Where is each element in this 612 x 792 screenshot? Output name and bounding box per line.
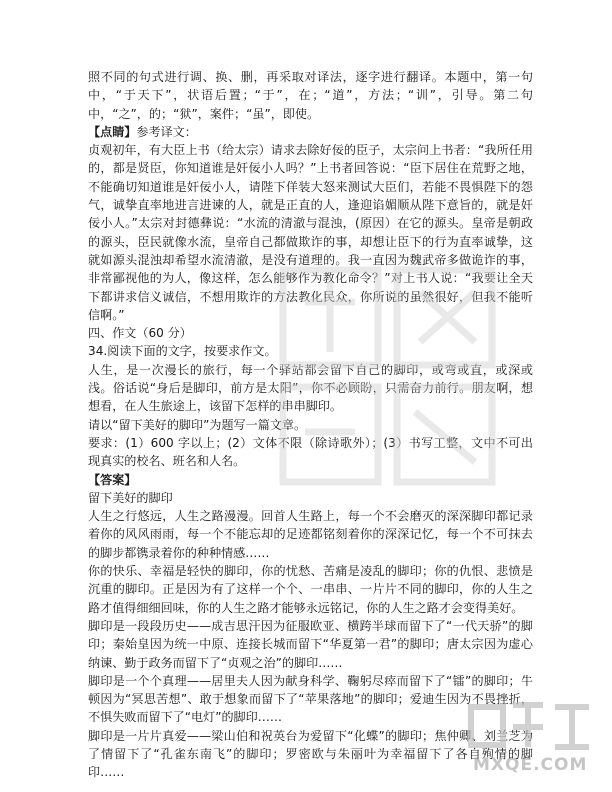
essay-title: 留下美好的脚印 xyxy=(88,490,173,505)
essay-paragraph-emotions: 你的快乐、幸福是轻快的脚印，你的忧愁、苦痛是凌乱的脚印；你的仇恨、悲愤是沉重的脚印。正是因为有了这样一个个、一串串、一片片不同的脚印，你的人生之路才值得细细回味，你的人生之路才能够永远铭记，你的人生之路才会变得美好。 xyxy=(88,564,533,615)
key-point-heading xyxy=(88,123,533,141)
essay-material-paragraph: 人生，是一次漫长的旅行，每一个驿站都会留下自己的脚印，或弯或直，或深或浅。俗话说“身后是脚印，前方是太阳”，你不必顾盼，只需奋力前行。朋友啊，想想看，在人生旅途上，该留下怎样的串串脚印。 xyxy=(88,362,533,414)
document-body xyxy=(88,68,533,782)
question-34-prompt: 34.阅读下面的文字，按要求作文。 xyxy=(88,344,277,359)
essay-paragraph-love: 脚印是一片片真爱——梁山伯和祝英台为爱留下“化蝶”的脚印；焦仲卿、刘兰芝为了情留下了“孔雀东南飞”的脚印；罗密欧与朱丽叶为幸福留下了各自殉情的脚印…… xyxy=(88,728,533,780)
key-point-tag: 【点睛】 xyxy=(88,124,137,139)
translation-method-paragraph: 照不同的句式进行调、换、删，再采取对译法，逐字进行翻译。本题中，第一句中，“于天下”，状语后置；“于”，在；“道”，方法；“训”，引导。第二句中，“之”，的；“狱”，案件；“虽”，即使。 xyxy=(88,70,533,121)
essay-paragraph-intro: 人生之行悠远，人生之路漫漫。回首人生路上，每一个不会磨灭的深深脚印都记录着你的风风雨雨，每一个不能忘却的足迹都铭刻着你的深深记忆，每一个不可抹去的脚步都镌录着你的种种情感…… xyxy=(88,509,533,560)
reference-translation-label: 参考译文： xyxy=(136,124,197,139)
reference-translation-paragraph: 贞观初年，有大臣上书（给太宗）请求去除好佞的臣子，太宗问上书者：“我所任用的，都是贤臣，你知道谁是奸佞小人吗？”上书者回答说：“臣下居住在荒野之地，不能确切知道谁是奸佞小人，请陛下佯装大怒来测试大臣们，若能不畏惧陛下的怨气，诚挚直率地进言进谏的人，就是正直的人，逢迎谄媚顺从陛下意旨的，就是奸佞小人。”太宗对封德彝说：“水流的清澈与混浊，(原因）在它的源头。皇帝是朝政的源头，臣民就像水流，皇帝自己都做欺诈的事，却想让臣下的行为直率诚挚，这就如源头混浊却希望水流清澈，是没有道理的。我一直因为魏武帝多做诡诈的事，非常鄙视他的为人，像这样，怎么能够作为教化命令？”对上书人说：“我要让全天下都讲求信义诚信，不想用欺诈的方法教化民众，你所说的虽然很好，但我不能听信啊。” xyxy=(88,143,533,322)
essay-paragraph-history: 脚印是一段段历史——成吉思汗因为征服欧亚、横跨半球而留下了“一代天骄”的脚印；秦始皇因为统一中原、连接长城而留下“华夏第一君”的脚印；唐太宗因为虚心纳谏、勤于政务而留下了“贞观之治”的脚印…… xyxy=(88,618,533,670)
answer-heading xyxy=(88,471,533,489)
essay-paragraph-truth: 脚印是一个个真理——居里夫人因为献身科学、鞠躬尽瘁而留下了“镭”的脚印；牛顿因为“冥思苦想”、敢于想象而留下了“苹果落地”的脚印；爱迪生因为不畏挫折，不惧失败而留下了“电灯”的脚印…… xyxy=(88,673,534,725)
essay-title-instruction: 请以“留下美好的脚印”为题写一篇文章。 xyxy=(88,417,307,432)
watermark-site-text: MXQE.COM xyxy=(473,755,588,775)
essay-requirements: 要求：(1）600 字以上；(2）文体不限（除诗歌外）；(3）书写工整，文中不可出现真实的校名、班名和人名。 xyxy=(88,435,533,469)
section-heading-composition: 四、作文（60 分） xyxy=(88,326,192,341)
answer-tag: 【答案】 xyxy=(88,472,137,487)
